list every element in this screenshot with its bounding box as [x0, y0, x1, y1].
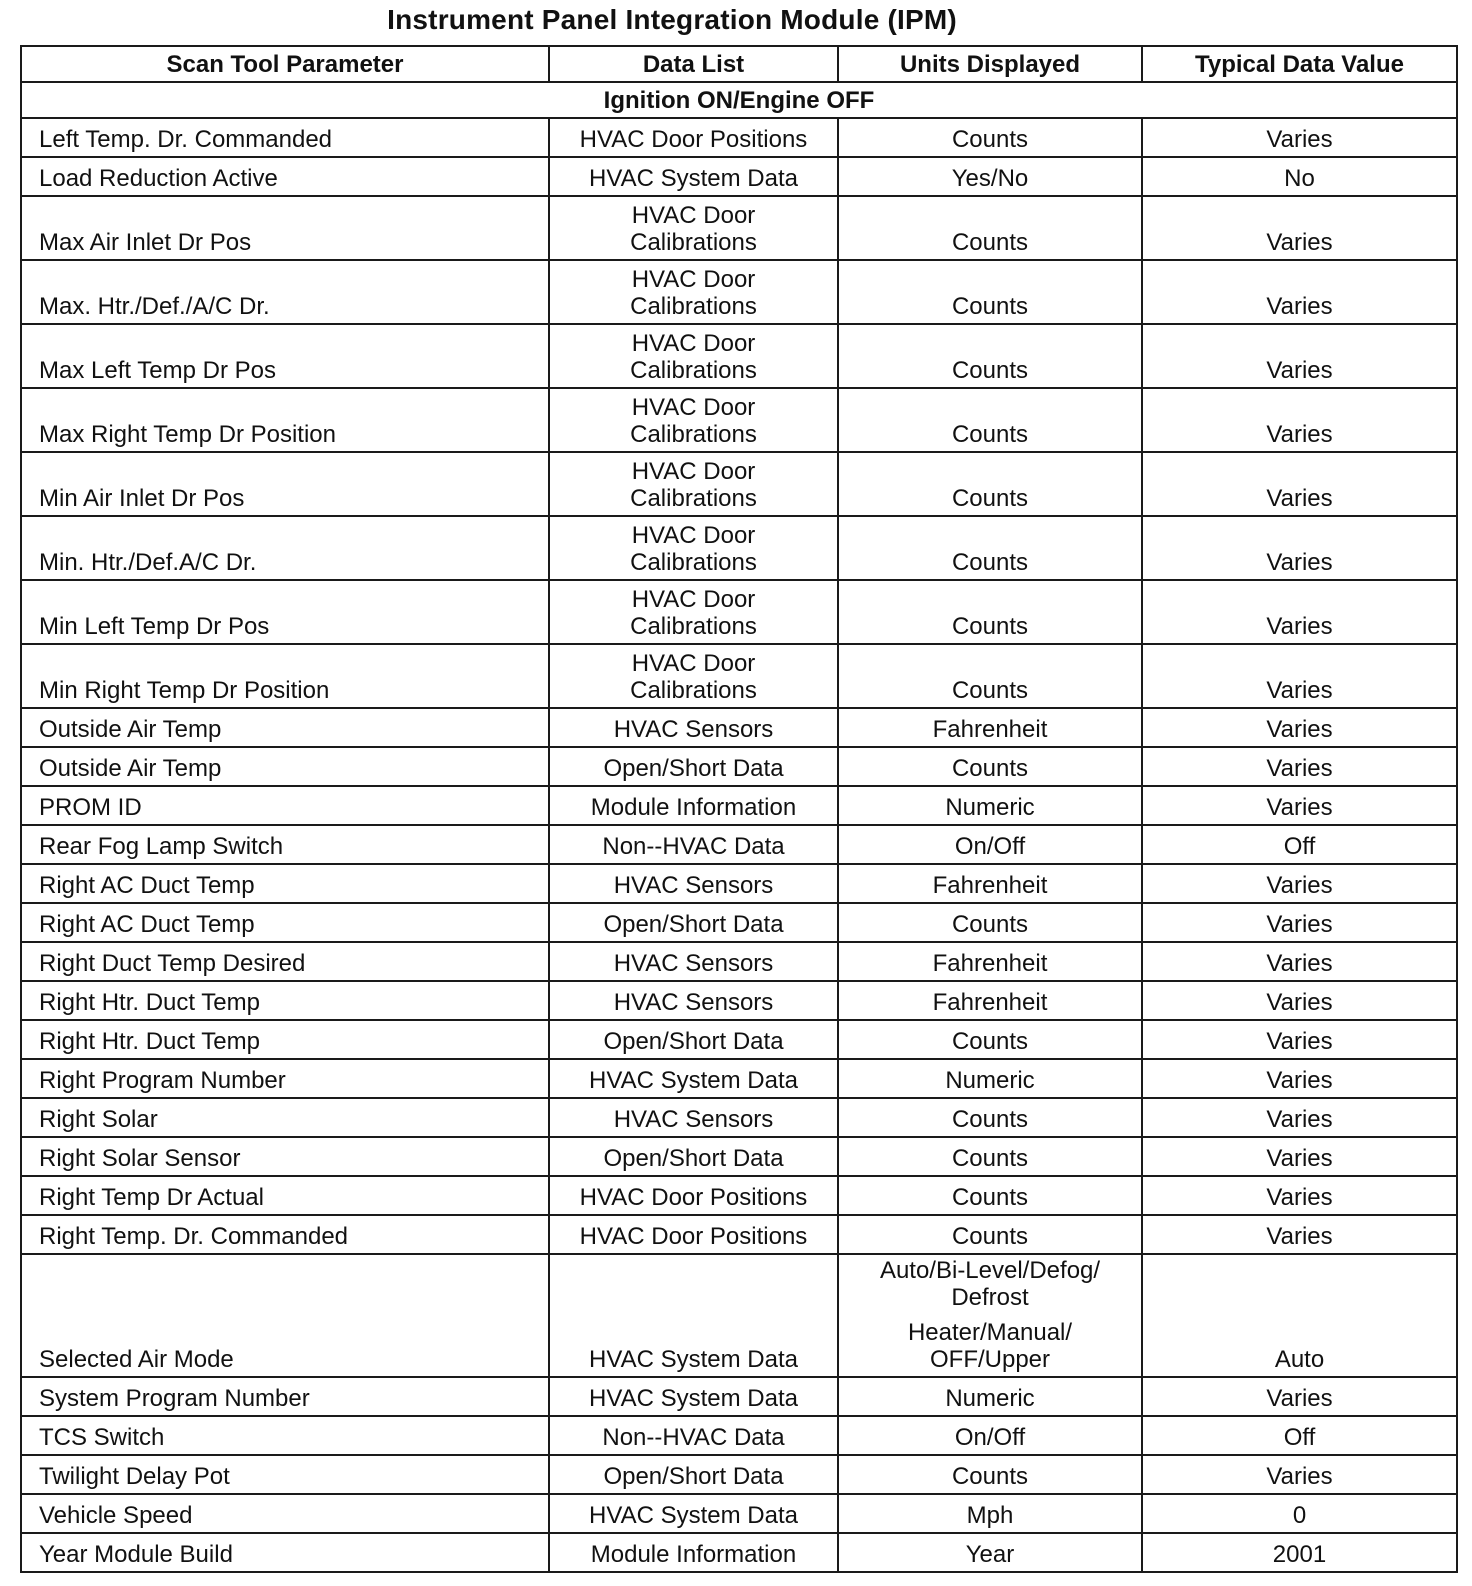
data-list-cell: Open/Short Data — [549, 747, 838, 786]
data-list-cell — [549, 388, 838, 452]
column-header-typical-data-value: Typical Data Value — [1142, 46, 1457, 82]
table-row — [21, 1416, 1457, 1455]
units-cell: Counts — [838, 903, 1142, 942]
param-cell: Right Htr. Duct Temp — [21, 981, 549, 1020]
data-list-cell — [549, 324, 838, 388]
typical-value-cell: Auto — [1142, 1254, 1457, 1377]
data-list-line: Calibrations — [630, 613, 757, 640]
typical-value-cell: Varies — [1142, 516, 1457, 580]
data-list-line: HVAC Door — [631, 394, 756, 421]
units-cell: Numeric — [838, 1059, 1142, 1098]
table-row — [21, 825, 1457, 864]
param-cell: Right Temp. Dr. Commanded — [21, 1215, 549, 1254]
typical-value-cell: Varies — [1142, 196, 1457, 260]
data-list-line: Calibrations — [630, 293, 757, 320]
table-row — [21, 903, 1457, 942]
data-list-cell — [549, 196, 838, 260]
typical-value-cell: Varies — [1142, 1059, 1457, 1098]
param-cell: Outside Air Temp — [21, 747, 549, 786]
param-cell: Vehicle Speed — [21, 1494, 549, 1533]
data-list-line: HVAC Door — [631, 202, 756, 229]
typical-value-cell: Varies — [1142, 942, 1457, 981]
param-cell: Right Program Number — [21, 1059, 549, 1098]
units-cell — [838, 1254, 1142, 1377]
section-label: Ignition ON/Engine OFF — [21, 82, 1457, 118]
data-list-line: Calibrations — [630, 421, 757, 448]
data-list-cell: HVAC System Data — [549, 1059, 838, 1098]
data-list-cell: HVAC Sensors — [549, 864, 838, 903]
data-list-line: Calibrations — [630, 229, 757, 256]
table-row — [21, 260, 1457, 324]
data-list-cell: HVAC System Data — [549, 1494, 838, 1533]
param-cell: TCS Switch — [21, 1416, 549, 1455]
param-cell: Max Air Inlet Dr Pos — [21, 196, 549, 260]
data-list-line: Calibrations — [630, 485, 757, 512]
data-list-line: HVAC Door — [631, 458, 756, 485]
data-list-cell: Open/Short Data — [549, 1020, 838, 1059]
units-line: Auto/Bi-Level/Defog/ — [879, 1257, 1101, 1284]
table-row — [21, 452, 1457, 516]
table-row — [21, 388, 1457, 452]
data-list-cell: HVAC Door Positions — [549, 118, 838, 157]
param-cell: Load Reduction Active — [21, 157, 549, 196]
units-cell: Counts — [838, 1098, 1142, 1137]
units-cell: On/Off — [838, 1416, 1142, 1455]
units-line: Defrost — [951, 1284, 1029, 1311]
table-row — [21, 981, 1457, 1020]
table-row — [21, 516, 1457, 580]
data-list-cell: HVAC Sensors — [549, 1098, 838, 1137]
page-title: Instrument Panel Integration Module (IPM) — [387, 4, 957, 35]
units-cell: Year — [838, 1533, 1142, 1572]
table-row — [21, 1020, 1457, 1059]
units-cell: Counts — [838, 1137, 1142, 1176]
data-list-line: Calibrations — [630, 549, 757, 576]
typical-value-cell: Varies — [1142, 1215, 1457, 1254]
units-cell: Fahrenheit — [838, 981, 1142, 1020]
param-cell: Min Left Temp Dr Pos — [21, 580, 549, 644]
table-row — [21, 1137, 1457, 1176]
data-list-cell: HVAC System Data — [549, 1254, 838, 1377]
data-list-cell — [549, 260, 838, 324]
units-cell: Counts — [838, 388, 1142, 452]
data-list-cell: Non--HVAC Data — [549, 1416, 838, 1455]
column-header-scan-tool-parameter: Scan Tool Parameter — [21, 46, 549, 82]
units-cell: Fahrenheit — [838, 942, 1142, 981]
data-list-cell: HVAC Door Positions — [549, 1215, 838, 1254]
param-cell: Right AC Duct Temp — [21, 864, 549, 903]
typical-value-cell: Varies — [1142, 644, 1457, 708]
typical-value-cell: Varies — [1142, 981, 1457, 1020]
param-cell: Right Solar Sensor — [21, 1137, 549, 1176]
units-cell: Numeric — [838, 786, 1142, 825]
data-list-cell — [549, 580, 838, 644]
table-row — [21, 196, 1457, 260]
param-cell: Right Duct Temp Desired — [21, 942, 549, 981]
data-list-cell: HVAC Sensors — [549, 981, 838, 1020]
param-cell: PROM ID — [21, 786, 549, 825]
units-line: OFF/Upper — [929, 1346, 1051, 1373]
data-list-cell: HVAC Sensors — [549, 942, 838, 981]
units-cell: Counts — [838, 1455, 1142, 1494]
units-cell: Counts — [838, 1215, 1142, 1254]
table-row — [21, 1176, 1457, 1215]
typical-value-cell: Varies — [1142, 747, 1457, 786]
typical-value-cell: Varies — [1142, 708, 1457, 747]
data-list-cell — [549, 452, 838, 516]
table-row — [21, 644, 1457, 708]
units-cell: Counts — [838, 747, 1142, 786]
table-row — [21, 324, 1457, 388]
data-list-cell: Module Information — [549, 786, 838, 825]
table-row — [21, 1059, 1457, 1098]
table-row — [21, 1215, 1457, 1254]
data-list-cell: Open/Short Data — [549, 1455, 838, 1494]
units-cell: Counts — [838, 260, 1142, 324]
typical-value-cell: 0 — [1142, 1494, 1457, 1533]
data-list-line: HVAC Door — [631, 586, 756, 613]
param-cell: Year Module Build — [21, 1533, 549, 1572]
table-row — [21, 580, 1457, 644]
table-row — [21, 708, 1457, 747]
typical-value-cell: Varies — [1142, 903, 1457, 942]
param-cell: Right Solar — [21, 1098, 549, 1137]
data-list-cell: HVAC System Data — [549, 1377, 838, 1416]
units-cell: Counts — [838, 580, 1142, 644]
units-cell: On/Off — [838, 825, 1142, 864]
units-cell: Mph — [838, 1494, 1142, 1533]
typical-value-cell: Varies — [1142, 260, 1457, 324]
units-cell: Counts — [838, 452, 1142, 516]
param-cell: Rear Fog Lamp Switch — [21, 825, 549, 864]
table-row — [21, 1377, 1457, 1416]
typical-value-cell: 2001 — [1142, 1533, 1457, 1572]
table-row — [21, 1533, 1457, 1572]
table-row — [21, 747, 1457, 786]
param-cell: System Program Number — [21, 1377, 549, 1416]
typical-value-cell: Varies — [1142, 1455, 1457, 1494]
units-cell: Counts — [838, 324, 1142, 388]
data-list-cell: Open/Short Data — [549, 903, 838, 942]
column-header-data-list: Data List — [549, 46, 838, 82]
param-cell: Selected Air Mode — [21, 1254, 549, 1377]
units-cell: Counts — [838, 644, 1142, 708]
typical-value-cell: Varies — [1142, 786, 1457, 825]
data-list-cell: Non--HVAC Data — [549, 825, 838, 864]
data-list-cell: HVAC Door Positions — [549, 1176, 838, 1215]
table-row — [21, 1455, 1457, 1494]
typical-value-cell: Varies — [1142, 118, 1457, 157]
param-cell: Min Right Temp Dr Position — [21, 644, 549, 708]
param-cell: Max Left Temp Dr Pos — [21, 324, 549, 388]
typical-value-cell: Varies — [1142, 324, 1457, 388]
data-list-line: HVAC Door — [631, 650, 756, 677]
section-row — [21, 82, 1457, 118]
param-cell: Twilight Delay Pot — [21, 1455, 549, 1494]
typical-value-cell: Varies — [1142, 1377, 1457, 1416]
data-list-cell: Open/Short Data — [549, 1137, 838, 1176]
param-cell: Max Right Temp Dr Position — [21, 388, 549, 452]
data-list-cell: Module Information — [549, 1533, 838, 1572]
data-list-line: HVAC Door — [631, 266, 756, 293]
param-cell: Left Temp. Dr. Commanded — [21, 118, 549, 157]
typical-value-cell: Varies — [1142, 580, 1457, 644]
table-row — [21, 118, 1457, 157]
units-cell: Numeric — [838, 1377, 1142, 1416]
typical-value-cell: Varies — [1142, 1176, 1457, 1215]
units-cell: Counts — [838, 1020, 1142, 1059]
typical-value-cell: Off — [1142, 825, 1457, 864]
typical-value-cell: Varies — [1142, 388, 1457, 452]
units-line: Heater/Manual/ — [907, 1319, 1073, 1346]
typical-value-cell: Varies — [1142, 1137, 1457, 1176]
param-cell: Right Temp Dr Actual — [21, 1176, 549, 1215]
typical-value-cell: No — [1142, 157, 1457, 196]
typical-value-cell: Varies — [1142, 864, 1457, 903]
param-cell: Right Htr. Duct Temp — [21, 1020, 549, 1059]
table-row — [21, 942, 1457, 981]
data-list-cell: HVAC Sensors — [549, 708, 838, 747]
data-list-line: Calibrations — [630, 677, 757, 704]
data-list-line: HVAC Door — [631, 330, 756, 357]
data-table — [20, 45, 1458, 1573]
table-row — [21, 1098, 1457, 1137]
param-cell: Min Air Inlet Dr Pos — [21, 452, 549, 516]
typical-value-cell: Varies — [1142, 452, 1457, 516]
data-list-cell — [549, 644, 838, 708]
table-row — [21, 1494, 1457, 1533]
typical-value-cell: Off — [1142, 1416, 1457, 1455]
header-row — [21, 46, 1457, 82]
column-header-units-displayed: Units Displayed — [838, 46, 1142, 82]
typical-value-cell: Varies — [1142, 1098, 1457, 1137]
param-cell: Outside Air Temp — [21, 708, 549, 747]
units-cell: Counts — [838, 196, 1142, 260]
data-list-cell: HVAC System Data — [549, 157, 838, 196]
typical-value-cell: Varies — [1142, 1020, 1457, 1059]
param-cell: Max. Htr./Def./A/C Dr. — [21, 260, 549, 324]
units-cell: Fahrenheit — [838, 864, 1142, 903]
param-cell: Min. Htr./Def.A/C Dr. — [21, 516, 549, 580]
table-row — [21, 1254, 1457, 1377]
table-row — [21, 786, 1457, 825]
param-cell: Right AC Duct Temp — [21, 903, 549, 942]
data-list-line: Calibrations — [630, 357, 757, 384]
data-list-cell — [549, 516, 838, 580]
units-cell: Fahrenheit — [838, 708, 1142, 747]
units-cell: Counts — [838, 516, 1142, 580]
units-cell: Yes/No — [838, 157, 1142, 196]
units-cell: Counts — [838, 118, 1142, 157]
data-list-line: HVAC Door — [631, 522, 756, 549]
table-row — [21, 864, 1457, 903]
units-cell: Counts — [838, 1176, 1142, 1215]
table-row — [21, 157, 1457, 196]
